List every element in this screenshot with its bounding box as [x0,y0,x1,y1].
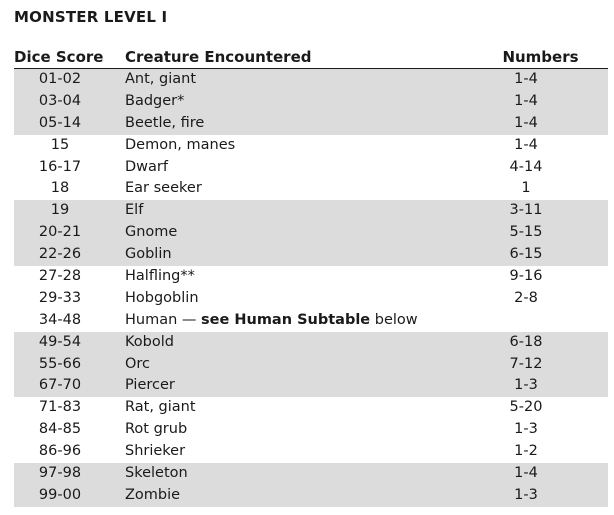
numbers-cell: 1-4 [514,71,538,87]
numbers-cell: 1-2 [514,443,538,460]
table-row [14,178,608,200]
creature-cell: Hobgoblin [125,289,199,306]
table-row [14,441,608,463]
creature-cell: Rat, giant [125,399,196,416]
human-subtable-reference: see Human Subtable [201,311,371,328]
numbers-cell: 5-15 [509,224,543,241]
creature-cell: Halfling** [125,268,195,285]
creature-suffix: below [370,311,418,328]
table-row [14,354,608,376]
table-row [14,419,608,441]
table-row [14,200,608,222]
creature-cell: Goblin [125,246,172,263]
creature-cell [125,310,418,332]
numbers-cell: 6-15 [509,246,543,263]
table-row [14,135,608,157]
dice-score-cell: 34-48 [38,311,82,328]
dice-score-cell: 99-00 [38,486,82,503]
dice-score-cell: 22-26 [38,246,82,263]
table-row [14,222,608,244]
table-row [14,288,608,310]
dice-score-cell: 05-14 [38,114,82,131]
table-row [14,397,608,419]
creature-cell: Skeleton [125,465,188,482]
dice-score-cell: 97-98 [38,465,82,482]
creature-cell: Orc [125,355,151,372]
header-numbers: Numbers [502,48,579,66]
dice-score-cell: 67-70 [38,377,82,394]
numbers-cell: 1-3 [514,486,538,503]
monster-table [14,47,608,507]
creature-cell: Gnome [125,224,178,241]
creature-cell: Zombie [125,486,181,503]
numbers-cell: 1-4 [514,465,538,482]
numbers-cell: 9-16 [509,268,543,285]
dice-score-cell: 20-21 [38,224,82,241]
dice-score-cell: 86-96 [38,443,82,460]
header-creature-encountered: Creature Encountered [125,48,312,66]
numbers-cell: 1-4 [514,92,538,109]
dice-score-cell: 84-85 [38,421,82,438]
dice-score-cell: 01-02 [38,71,82,87]
numbers-cell: 1 [521,180,531,197]
numbers-cell: 7-12 [509,355,543,372]
table-row [14,244,608,266]
dice-score-cell: 03-04 [38,92,82,109]
creature-cell: Ear seeker [125,180,202,197]
numbers-cell: 4-14 [509,158,543,175]
dice-score-cell: 15 [50,136,70,153]
creature-cell: Badger* [125,92,185,109]
table-row [14,310,608,332]
creature-cell: Kobold [125,333,174,350]
header-dice-score: Dice Score [14,48,104,66]
dice-score-cell: 27-28 [38,268,82,285]
creature-cell: Elf [125,202,144,219]
page-title: MONSTER LEVEL I [14,8,168,26]
creature-cell: Demon, manes [125,136,236,153]
table-row [14,332,608,354]
dice-score-cell: 71-83 [38,399,82,416]
dice-score-cell: 49-54 [38,333,82,350]
dice-score-cell: 18 [50,180,70,197]
numbers-cell: 1-3 [514,377,538,394]
table-row [14,266,608,288]
table-row [14,91,608,113]
numbers-cell: 3-11 [509,202,543,219]
numbers-cell: 2-8 [514,289,538,306]
creature-cell: Piercer [125,377,175,394]
dice-score-cell: 29-33 [38,289,82,306]
table-row [14,375,608,397]
creature-cell: Ant, giant [125,71,197,87]
numbers-cell: 1-4 [514,136,538,153]
creature-cell: Dwarf [125,158,168,175]
table-row [14,113,608,135]
creature-cell: Rot grub [125,421,188,438]
creature-cell: Shrieker [125,443,186,460]
dice-score-cell: 16-17 [38,158,82,175]
dice-score-cell: 19 [50,202,70,219]
creature-prefix: Human — [125,311,202,328]
table-row [14,69,608,91]
table-row [14,485,608,507]
table-row [14,157,608,179]
numbers-cell: 1-3 [514,421,538,438]
table-row [14,463,608,485]
creature-cell: Beetle, fire [125,114,205,131]
numbers-cell: 5-20 [509,399,543,416]
dice-score-cell: 55-66 [38,355,82,372]
table-header [14,47,608,69]
numbers-cell: 1-4 [514,114,538,131]
numbers-cell: 6-18 [509,333,543,350]
